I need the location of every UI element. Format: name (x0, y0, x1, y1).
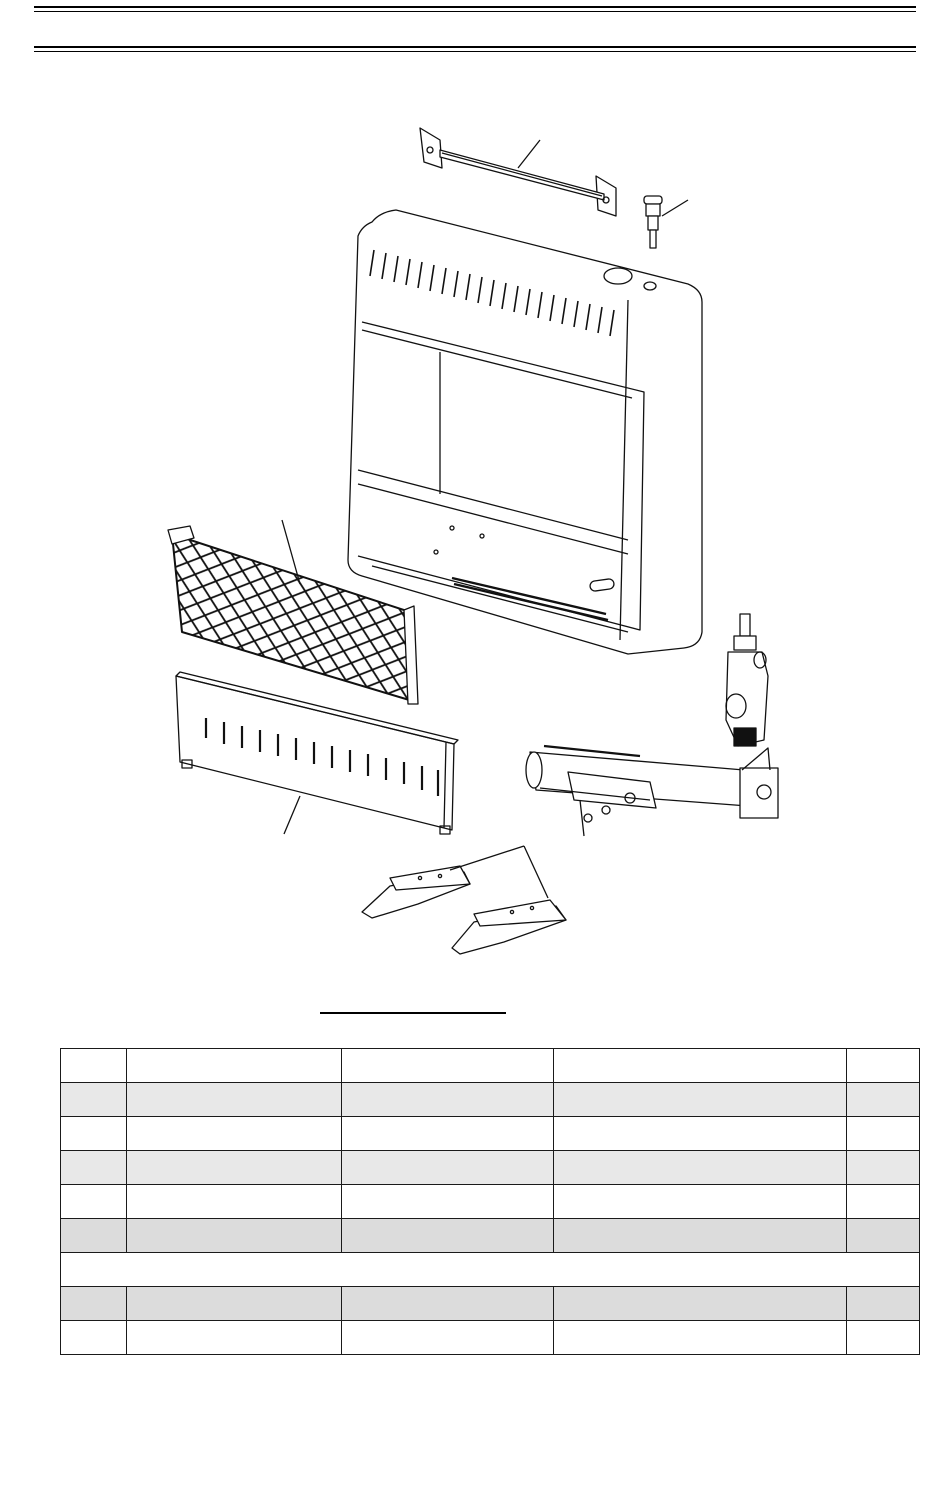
table-row (61, 1117, 920, 1151)
table-cell (554, 1219, 847, 1253)
table-cell (127, 1151, 342, 1185)
table-cell (61, 1287, 127, 1321)
table-cell (554, 1117, 847, 1151)
table-cell (847, 1321, 920, 1355)
table-row (61, 1151, 920, 1185)
table-cell (127, 1321, 342, 1355)
table-section-label (61, 1253, 920, 1287)
parts-list-table (60, 1048, 920, 1355)
table-header-cell (342, 1049, 554, 1083)
table-cell (127, 1219, 342, 1253)
table-cell (847, 1083, 920, 1117)
table-cell (847, 1219, 920, 1253)
table-header-cell (127, 1049, 342, 1083)
table-cell (847, 1287, 920, 1321)
table-header-row (61, 1049, 920, 1083)
table-cell (847, 1151, 920, 1185)
table-cell (127, 1287, 342, 1321)
table-cell (342, 1287, 554, 1321)
table-cell (127, 1083, 342, 1117)
table-cell (342, 1083, 554, 1117)
burner-assembly-part (526, 746, 778, 836)
table-row (61, 1083, 920, 1117)
wall-bracket-part (420, 128, 616, 216)
table-cell (127, 1117, 342, 1151)
table-cell (127, 1185, 342, 1219)
table-cell (61, 1219, 127, 1253)
table-row (61, 1219, 920, 1253)
figure-caption-underline (320, 1012, 506, 1014)
table-row (61, 1321, 920, 1355)
table-cell (554, 1321, 847, 1355)
table-cell (554, 1083, 847, 1117)
table-row (61, 1287, 920, 1321)
table-cell (61, 1185, 127, 1219)
table-cell (554, 1185, 847, 1219)
table-cell (554, 1151, 847, 1185)
table-cell (342, 1219, 554, 1253)
table-header-cell (61, 1049, 127, 1083)
control-knob-part (644, 196, 688, 248)
table-cell (847, 1117, 920, 1151)
table-cell (342, 1185, 554, 1219)
table-header-cell (847, 1049, 920, 1083)
table-cell (61, 1151, 127, 1185)
table-cell (342, 1117, 554, 1151)
table-cell (554, 1287, 847, 1321)
table-row (61, 1185, 920, 1219)
table-cell (61, 1321, 127, 1355)
table-header-cell (554, 1049, 847, 1083)
table-cell (342, 1321, 554, 1355)
base-feet-part (362, 846, 566, 954)
table-cell (847, 1185, 920, 1219)
table-section-row (61, 1253, 920, 1287)
table-cell (61, 1083, 127, 1117)
figure-caption (320, 994, 506, 1010)
table-cell (61, 1117, 127, 1151)
control-valve-part (726, 614, 768, 746)
table-cell (342, 1151, 554, 1185)
cabinet-casing-part (348, 210, 702, 654)
